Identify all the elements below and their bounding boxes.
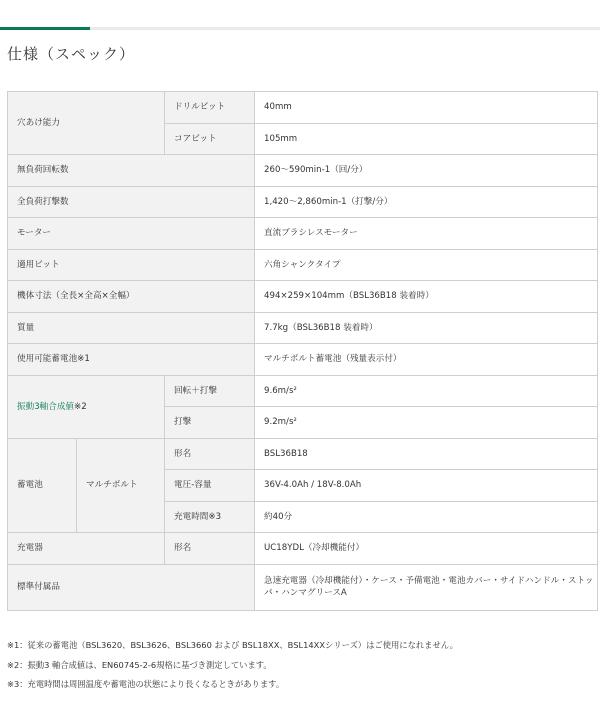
row-sublabel-battery-model: 形名 bbox=[165, 438, 255, 470]
row-label-dimensions: 機体寸法（全長×全高×全幅） bbox=[8, 281, 255, 313]
row-sublabel-drill-bit: ドリルビット bbox=[165, 92, 255, 124]
footnotes bbox=[7, 639, 597, 698]
row-value-drill-bit: 40mm bbox=[255, 92, 598, 124]
table-row bbox=[8, 249, 598, 281]
row-value-accessories: 急速充電器（冷却機能付）・ケース・予備電池・電池カバー・サイドハンドル・ストッパ・ハンマグリースA bbox=[255, 564, 598, 610]
table-row bbox=[8, 155, 598, 187]
footnote-2: ※2：振動3 軸合成値は、EN60745-2-6規格に基づき測定しています。 bbox=[7, 659, 272, 670]
row-value-rotation-impact: 9.6m/s² bbox=[255, 375, 598, 407]
spec-table bbox=[7, 91, 598, 611]
row-sublabel-charge-time: 充電時間※3 bbox=[165, 501, 255, 533]
row-label-motor: モーター bbox=[8, 218, 255, 250]
row-value-bit: 六角シャンクタイプ bbox=[255, 249, 598, 281]
row-sublabel-charger-model: 形名 bbox=[165, 533, 255, 565]
row-sublabel-rotation-impact: 回転＋打撃 bbox=[165, 375, 255, 407]
row-label-no-load-rpm: 無負荷回転数 bbox=[8, 155, 255, 187]
row-value-full-load-impact: 1,420～2,860min-1（打撃/分） bbox=[255, 186, 598, 218]
row-value-no-load-rpm: 260～590min-1（回/分） bbox=[255, 155, 598, 187]
row-sublabel-voltage: 電圧-容量 bbox=[165, 470, 255, 502]
row-label-battery: 蓄電池 bbox=[8, 438, 77, 533]
row-label-bit: 適用ビット bbox=[8, 249, 255, 281]
footnote-1: ※1：従来の蓄電池（BSL3620、BSL3626、BSL3660 および BSL18XX、BSL14XXシリーズ）はご使用になれません。 bbox=[7, 640, 458, 650]
row-value-battery-model: BSL36B18 bbox=[255, 438, 598, 470]
row-label-full-load-impact: 全負荷打撃数 bbox=[8, 186, 255, 218]
table-row bbox=[8, 564, 598, 610]
row-label-accessories: 標準付属品 bbox=[8, 564, 255, 610]
row-label-usable-battery: 使用可能蓄電池※1 bbox=[8, 344, 255, 376]
table-row bbox=[8, 218, 598, 250]
row-value-charge-time: 約40分 bbox=[255, 501, 598, 533]
row-label-vibration bbox=[8, 375, 165, 438]
row-value-dimensions: 494×259×104mm（BSL36B18 装着時） bbox=[255, 281, 598, 313]
footnote-3: ※3：充電時間は周囲温度や蓄電池の状態により長くなるときがあります。 bbox=[7, 679, 285, 689]
row-value-charger-model: UC18YDL（冷却機能付） bbox=[255, 533, 598, 565]
row-value-voltage: 36V-4.0Ah / 18V-8.0Ah bbox=[255, 470, 598, 502]
table-row bbox=[8, 438, 598, 470]
vibration-label-note: ※2 bbox=[74, 401, 87, 412]
top-divider bbox=[0, 27, 600, 30]
table-row bbox=[8, 375, 598, 407]
table-row bbox=[8, 186, 598, 218]
row-label-charger: 充電器 bbox=[8, 533, 165, 565]
table-row bbox=[8, 344, 598, 376]
row-label-weight: 質量 bbox=[8, 312, 255, 344]
row-value-weight: 7.7kg（BSL36B18 装着時） bbox=[255, 312, 598, 344]
top-divider-accent bbox=[0, 27, 90, 30]
row-sublabel-impact: 打撃 bbox=[165, 407, 255, 439]
row-sublabel-core-bit: コアビット bbox=[165, 123, 255, 155]
row-value-motor: 直流ブラシレスモーター bbox=[255, 218, 598, 250]
row-label-drilling: 穴あけ能力 bbox=[8, 92, 165, 155]
row-value-usable-battery: マルチボルト蓄電池（残量表示付） bbox=[255, 344, 598, 376]
row-value-core-bit: 105mm bbox=[255, 123, 598, 155]
table-row bbox=[8, 312, 598, 344]
table-row bbox=[8, 533, 598, 565]
row-value-impact: 9.2m/s² bbox=[255, 407, 598, 439]
vibration-label-link[interactable]: 振動3軸合成値 bbox=[17, 401, 75, 412]
section-title: 仕様（スペック） bbox=[7, 45, 136, 63]
table-row bbox=[8, 92, 598, 124]
table-row bbox=[8, 281, 598, 313]
row-sublabel-multivolt: マルチボルト bbox=[77, 438, 165, 533]
